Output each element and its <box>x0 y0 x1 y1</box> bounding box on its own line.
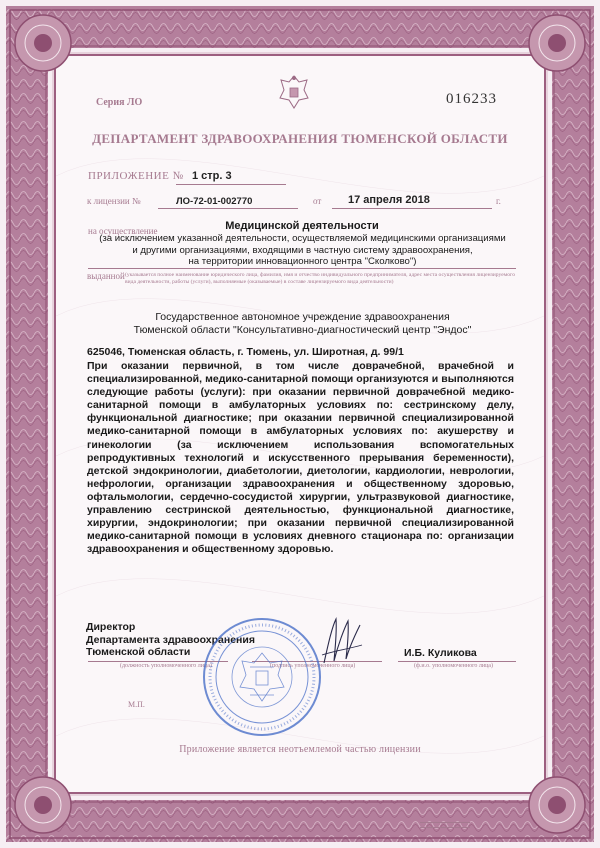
corner-rosette-icon <box>8 770 78 840</box>
activity-title: Медицинской деятельности <box>225 220 379 232</box>
appendix-underline <box>176 184 286 185</box>
activity-label: на осуществление <box>88 226 158 236</box>
license-number: ЛО-72-01-002770 <box>176 196 253 207</box>
activity-desc-line: (за исключением указанной деятельности, осуществляемой медицинскими организациями <box>99 233 506 244</box>
department-title: ДЕПАРТАМЕНТ ЗДРАВООХРАНЕНИЯ ТЮМЕНСКОЙ ОБЛАСТИ <box>92 131 508 146</box>
corner-rosette-icon <box>522 8 592 78</box>
printer-mark <box>420 822 470 828</box>
coat-of-arms-icon <box>277 72 311 112</box>
license-underline <box>158 208 298 209</box>
appendix-label: ПРИЛОЖЕНИЕ № <box>88 170 184 182</box>
position-caption: (должность уполномоченного лица) <box>120 663 212 669</box>
name-underline <box>398 661 516 662</box>
activity-underline <box>88 268 516 269</box>
document-number: 016233 <box>446 91 497 107</box>
organization-address: 625046, Тюменская область, г. Тюмень, ул. Широтная, д. 99/1 <box>87 346 404 358</box>
activity-description <box>80 233 525 268</box>
series-label: Серия ЛО <box>96 97 143 108</box>
position-line: Тюменской области <box>86 646 191 658</box>
official-seal-stamp <box>200 615 324 739</box>
appendix-value: 1 стр. 3 <box>192 170 232 182</box>
handwritten-signature <box>318 615 364 669</box>
issued-label: выданной <box>87 271 125 281</box>
footer-note: Приложение является неотъемлемой частью лицензии <box>179 744 421 755</box>
name-caption: (ф.и.о. уполномоченного лица) <box>414 663 493 669</box>
services-description: При оказании первичной, в том числе доврачебной, врачебной и специализированной, медико-санитарной помощи организуются и выполняются следующие работы (услуги): при оказании первичной доврачебной медико-санитарной помощи в амбулаторных условиях по: сестринскому делу, функциональной диагностике; при оказании первичной специализированной медико-санитарной помощи в амбулаторных условиях по: акушерству и гинекологии (за исключением использования вспомогательных репродуктивных технологий и искусственного прерывания беременности), детской эндокринологии, диабетологии, диетологии, кардиологии, неврологии, нефрологии, организации здравоохранения и общественному здоровью, офтальмологии, сердечно-сосудистой хирургии, ультразвуковой диагностике, управлению сестринской деятельностью, функциональной диагностике, хирургии, эндокринологии; при оказании первичной специализированной медико-санитарной помощи в условиях дневного стационара по: организации здравоохранения и общественному здоровью. <box>87 360 514 556</box>
year-suffix: г. <box>496 196 501 206</box>
activity-desc-line: на территории инновационного центра "Сколково") <box>188 256 417 267</box>
position-line: Директор <box>86 621 136 633</box>
license-label: к лицензии № <box>87 196 141 206</box>
activity-desc-line: и другими организациями, входящими в частную систему здравоохранения, <box>132 244 473 256</box>
organization-name <box>80 311 525 337</box>
seal-place-label: М.П. <box>128 700 145 709</box>
position-line: Департамента здравоохранения <box>86 633 255 646</box>
organization-line: Тюменской области "Консультативно-диагностический центр "Эндос" <box>133 324 472 336</box>
license-from-label: от <box>313 196 322 206</box>
corner-rosette-icon <box>8 8 78 78</box>
issued-note: (указывается полное наименование юридического лица, фамилия, имя и отчество индивидуального предпринимателя, адрес места осуществления лицензируемого вида деятельности, работы (услуги), выполняемые (оказываемые) в составе лицензируемого вида деятельности) <box>125 272 516 285</box>
organization-line: Государственное автономное учреждение здравоохранения <box>155 311 450 323</box>
corner-rosette-icon <box>522 770 592 840</box>
date-underline <box>332 208 492 209</box>
signatory-name: И.Б. Куликова <box>404 647 477 659</box>
license-date: 17 апреля 2018 <box>348 194 430 206</box>
signature-caption: (подпись уполномоченного лица) <box>270 663 356 669</box>
